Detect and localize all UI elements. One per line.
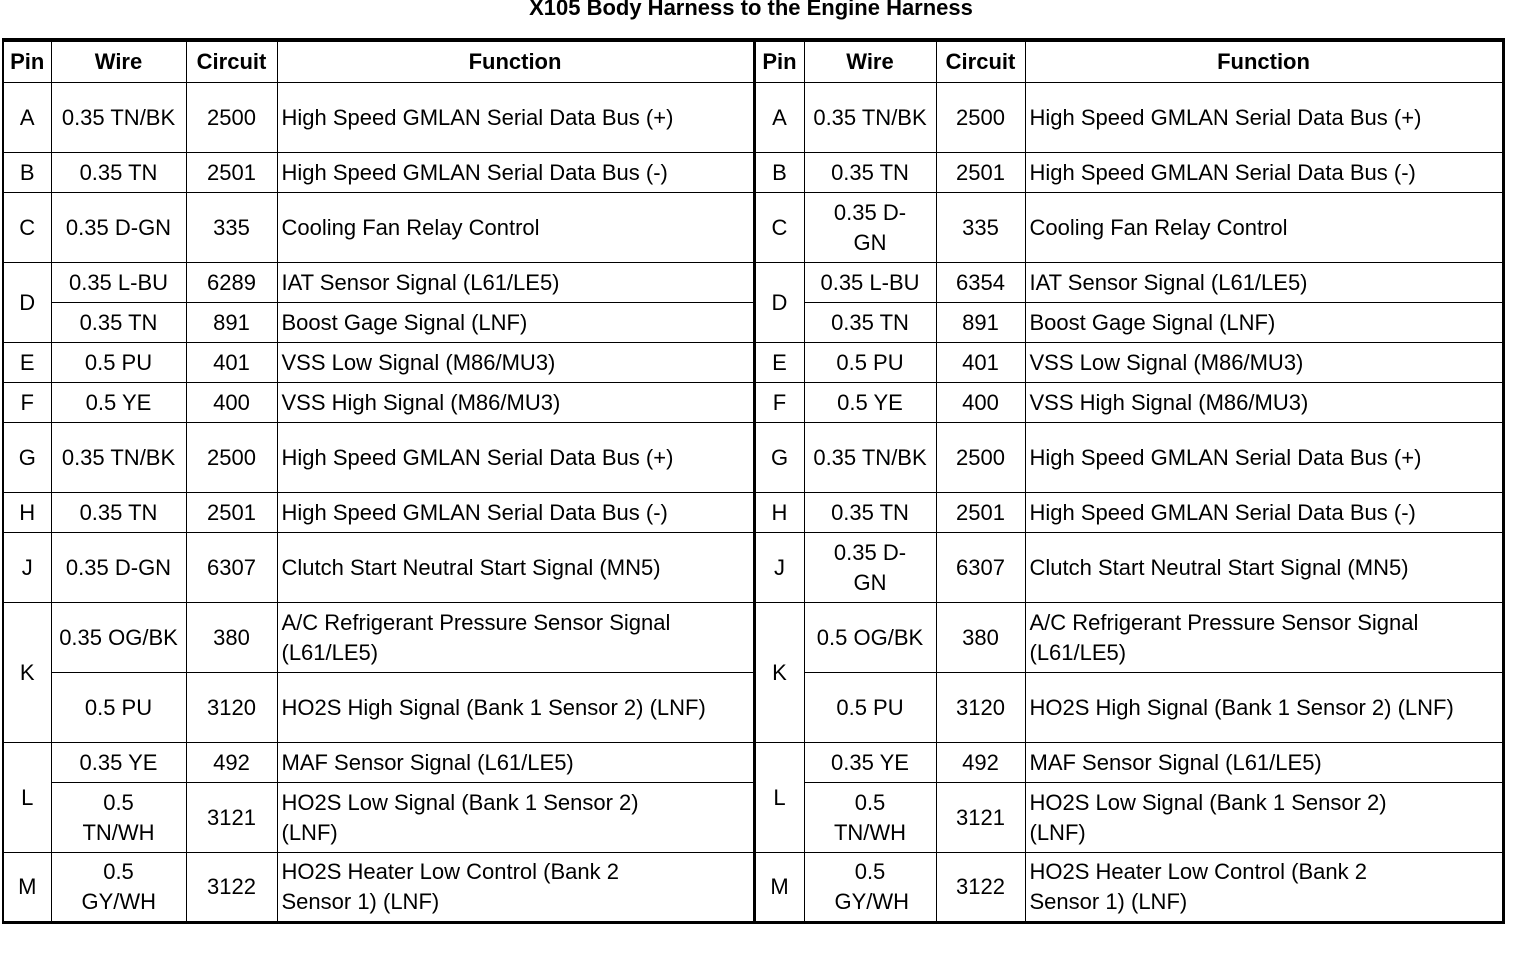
function-cell: High Speed GMLAN Serial Data Bus (-) [1025, 493, 1503, 533]
function-cell: HO2S High Signal (Bank 1 Sensor 2) (LNF) [277, 673, 754, 743]
wire-cell: 0.5 GY/WH [51, 853, 186, 923]
circuit-cell: 891 [936, 303, 1025, 343]
table-row [3, 743, 1503, 783]
wire-cell: 0.35 D-GN [51, 533, 186, 603]
wire-cell: 0.5 TN/WH [804, 783, 936, 853]
wire-cell: 0.35 TN/BK [51, 423, 186, 493]
pin-cell: C [3, 193, 51, 263]
function-cell: Clutch Start Neutral Start Signal (MN5) [277, 533, 754, 603]
function-cell: Boost Gage Signal (LNF) [277, 303, 754, 343]
circuit-cell: 2500 [186, 423, 277, 493]
pin-cell: A [754, 83, 804, 153]
pin-cell: D [3, 263, 51, 343]
circuit-cell: 3121 [186, 783, 277, 853]
wire-cell: 0.35 D-GN [51, 193, 186, 263]
function-cell: Boost Gage Signal (LNF) [1025, 303, 1503, 343]
table-row [3, 263, 1503, 303]
table-row [3, 533, 1503, 603]
function-cell: Clutch Start Neutral Start Signal (MN5) [1025, 533, 1503, 603]
table-row [3, 853, 1503, 923]
wire-cell: 0.35 D-GN [804, 193, 936, 263]
wire-cell: 0.5 TN/WH [51, 783, 186, 853]
pin-cell: C [754, 193, 804, 263]
circuit-cell: 6307 [186, 533, 277, 603]
table-row [3, 423, 1503, 493]
circuit-cell: 2500 [186, 83, 277, 153]
wire-cell: 0.5 PU [51, 343, 186, 383]
function-cell: Cooling Fan Relay Control [277, 193, 754, 263]
function-cell: VSS High Signal (M86/MU3) [277, 383, 754, 423]
pin-cell: A [3, 83, 51, 153]
pin-cell: K [3, 603, 51, 743]
function-cell: IAT Sensor Signal (L61/LE5) [277, 263, 754, 303]
circuit-cell: 3120 [186, 673, 277, 743]
circuit-cell: 2501 [936, 493, 1025, 533]
pin-cell: L [754, 743, 804, 853]
function-cell: A/C Refrigerant Pressure Sensor Signal (L61/LE5) [1025, 603, 1503, 673]
wire-cell: 0.5 YE [804, 383, 936, 423]
table-row [3, 383, 1503, 423]
table-row [3, 673, 1503, 743]
table-row [3, 493, 1503, 533]
pin-cell: L [3, 743, 51, 853]
pin-cell: J [754, 533, 804, 603]
wire-cell: 0.35 L-BU [804, 263, 936, 303]
wire-cell: 0.35 TN/BK [804, 83, 936, 153]
header-pin: Pin [3, 40, 51, 83]
function-cell: High Speed GMLAN Serial Data Bus (+) [1025, 423, 1503, 493]
table-row [3, 83, 1503, 153]
circuit-cell: 3120 [936, 673, 1025, 743]
table-row [3, 783, 1503, 853]
function-cell: HO2S Low Signal (Bank 1 Sensor 2) (LNF) [277, 783, 754, 853]
wire-cell: 0.35 TN [51, 493, 186, 533]
header-pin: Pin [754, 40, 804, 83]
circuit-cell: 492 [186, 743, 277, 783]
wire-cell: 0.35 TN [51, 153, 186, 193]
function-cell: MAF Sensor Signal (L61/LE5) [1025, 743, 1503, 783]
header-wire: Wire [51, 40, 186, 83]
circuit-cell: 380 [186, 603, 277, 673]
wire-cell: 0.35 D-GN [804, 533, 936, 603]
circuit-cell: 401 [936, 343, 1025, 383]
wire-cell: 0.35 YE [804, 743, 936, 783]
wire-cell: 0.35 TN [51, 303, 186, 343]
circuit-cell: 2500 [936, 83, 1025, 153]
header-row [3, 40, 1503, 83]
wire-cell: 0.35 TN/BK [51, 83, 186, 153]
function-cell: High Speed GMLAN Serial Data Bus (+) [277, 423, 754, 493]
function-cell: VSS High Signal (M86/MU3) [1025, 383, 1503, 423]
circuit-cell: 492 [936, 743, 1025, 783]
table-row [3, 193, 1503, 263]
wire-cell: 0.35 YE [51, 743, 186, 783]
circuit-cell: 3122 [936, 853, 1025, 923]
circuit-cell: 380 [936, 603, 1025, 673]
pin-cell: D [754, 263, 804, 343]
pin-cell: M [3, 853, 51, 923]
function-cell: High Speed GMLAN Serial Data Bus (+) [277, 83, 754, 153]
pin-cell: G [754, 423, 804, 493]
wire-cell: 0.5 YE [51, 383, 186, 423]
pin-cell: K [754, 603, 804, 743]
circuit-cell: 2501 [936, 153, 1025, 193]
circuit-cell: 335 [186, 193, 277, 263]
pin-cell: E [3, 343, 51, 383]
circuit-cell: 2501 [186, 493, 277, 533]
header-wire: Wire [804, 40, 936, 83]
wire-cell: 0.35 TN [804, 153, 936, 193]
function-cell: High Speed GMLAN Serial Data Bus (-) [1025, 153, 1503, 193]
circuit-cell: 891 [186, 303, 277, 343]
wire-cell: 0.35 TN/BK [804, 423, 936, 493]
wire-cell: 0.35 L-BU [51, 263, 186, 303]
table-row [3, 343, 1503, 383]
function-cell: HO2S Low Signal (Bank 1 Sensor 2) (LNF) [1025, 783, 1503, 853]
wire-cell: 0.5 OG/BK [804, 603, 936, 673]
pin-cell: F [754, 383, 804, 423]
function-cell: VSS Low Signal (M86/MU3) [1025, 343, 1503, 383]
function-cell: HO2S Heater Low Control (Bank 2 Sensor 1) (LNF) [1025, 853, 1503, 923]
header-circuit: Circuit [936, 40, 1025, 83]
wire-cell: 0.35 TN [804, 303, 936, 343]
function-cell: MAF Sensor Signal (L61/LE5) [277, 743, 754, 783]
circuit-cell: 400 [186, 383, 277, 423]
table-row [3, 303, 1503, 343]
header-circuit: Circuit [186, 40, 277, 83]
header-function: Function [1025, 40, 1503, 83]
pin-cell: B [754, 153, 804, 193]
wire-cell: 0.35 OG/BK [51, 603, 186, 673]
function-cell: HO2S Heater Low Control (Bank 2 Sensor 1) (LNF) [277, 853, 754, 923]
pin-cell: J [3, 533, 51, 603]
pin-cell: H [754, 493, 804, 533]
function-cell: VSS Low Signal (M86/MU3) [277, 343, 754, 383]
pin-cell: M [754, 853, 804, 923]
wire-cell: 0.35 TN [804, 493, 936, 533]
function-cell: High Speed GMLAN Serial Data Bus (-) [277, 493, 754, 533]
circuit-cell: 6289 [186, 263, 277, 303]
function-cell: High Speed GMLAN Serial Data Bus (+) [1025, 83, 1503, 153]
wire-cell: 0.5 PU [804, 673, 936, 743]
function-cell: High Speed GMLAN Serial Data Bus (-) [277, 153, 754, 193]
pin-cell: E [754, 343, 804, 383]
function-cell: IAT Sensor Signal (L61/LE5) [1025, 263, 1503, 303]
table-row [3, 603, 1503, 673]
wire-cell: 0.5 PU [804, 343, 936, 383]
harness-table [2, 38, 1505, 924]
pin-cell: H [3, 493, 51, 533]
function-cell: Cooling Fan Relay Control [1025, 193, 1503, 263]
wire-cell: 0.5 PU [51, 673, 186, 743]
circuit-cell: 6307 [936, 533, 1025, 603]
circuit-cell: 400 [936, 383, 1025, 423]
header-function: Function [277, 40, 754, 83]
function-cell: A/C Refrigerant Pressure Sensor Signal (L61/LE5) [277, 603, 754, 673]
circuit-cell: 335 [936, 193, 1025, 263]
circuit-cell: 401 [186, 343, 277, 383]
circuit-cell: 2501 [186, 153, 277, 193]
table-row [3, 153, 1503, 193]
function-cell: HO2S High Signal (Bank 1 Sensor 2) (LNF) [1025, 673, 1503, 743]
circuit-cell: 6354 [936, 263, 1025, 303]
circuit-cell: 3122 [186, 853, 277, 923]
table-title: X105 Body Harness to the Engine Harness [529, 0, 973, 20]
pin-cell: G [3, 423, 51, 493]
wire-cell: 0.5 GY/WH [804, 853, 936, 923]
pin-cell: F [3, 383, 51, 423]
pin-cell: B [3, 153, 51, 193]
circuit-cell: 3121 [936, 783, 1025, 853]
circuit-cell: 2500 [936, 423, 1025, 493]
